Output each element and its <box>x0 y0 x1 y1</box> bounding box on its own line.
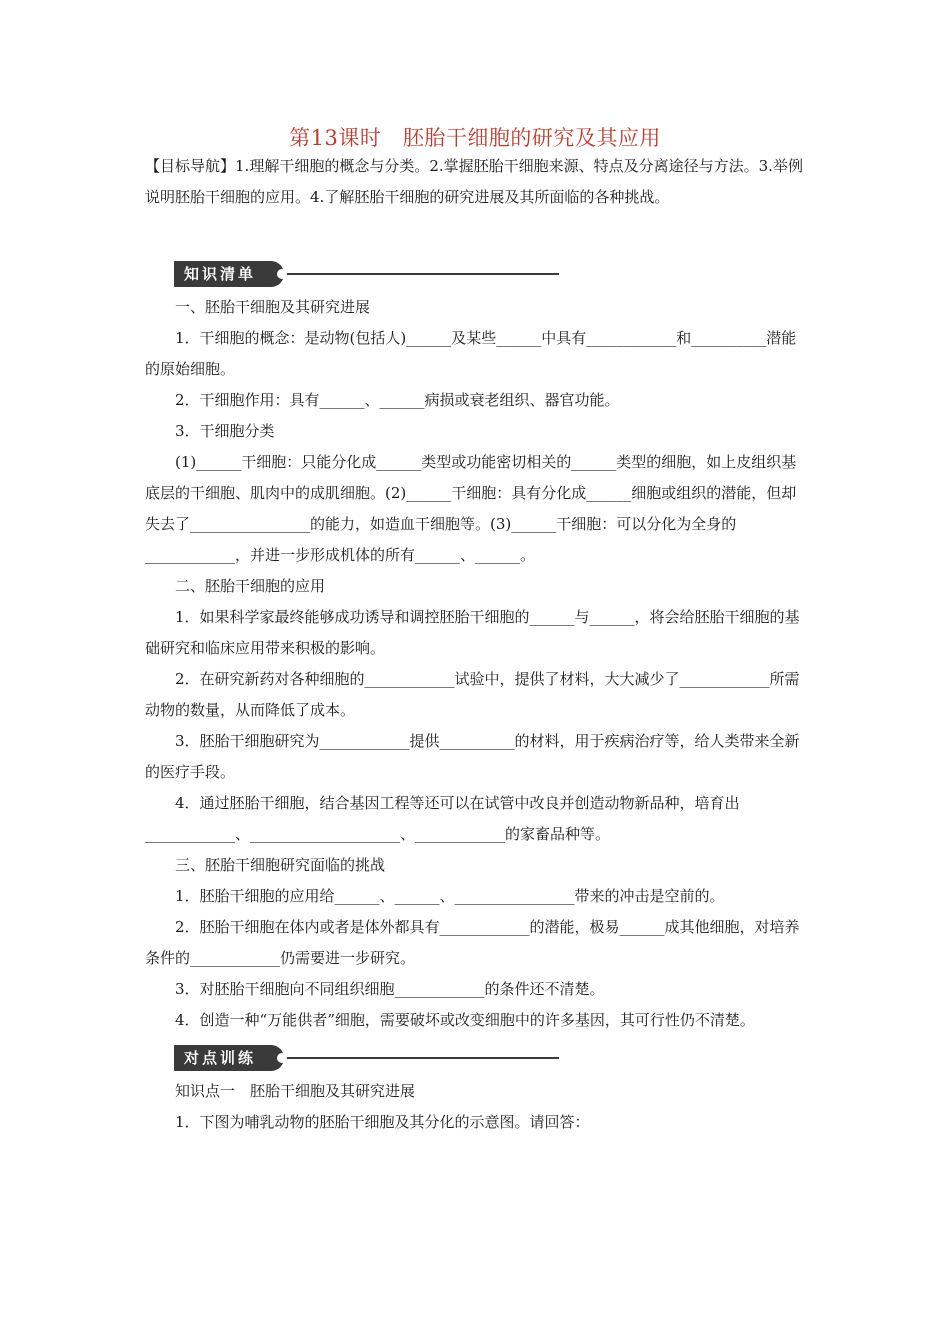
paragraph: 1．干细胞的概念：是动物(包括人)______及某些______中具有____________和__________潜能的原始细胞。 <box>145 329 797 378</box>
paragraph: 2．干细胞作用：具有______、______病损或衰老组织、器官功能。 <box>175 391 620 409</box>
paragraph: 2．胚胎干细胞在体内或者是体外都具有____________的潜能，极易______成其他细胞，对培养条件的____________仍需要进一步研究。 <box>145 918 800 967</box>
section-badge-practice <box>174 1045 559 1071</box>
paragraph: 4．创造一种“万能供者”细胞，需要破坏或改变细胞中的许多基因，其可行性仍不清楚。 <box>175 1011 755 1029</box>
paragraph: 3．干细胞分类 <box>175 422 275 440</box>
paragraph: 3．对胚胎干细胞向不同组织细胞____________的条件还不清楚。 <box>175 980 605 998</box>
goal-label: 【目标导航】 <box>145 157 236 175</box>
heading-1: 一、胚胎干细胞及其研究进展 <box>175 298 371 316</box>
section-divider <box>284 273 559 275</box>
badge-dot-icon <box>277 1053 287 1063</box>
practice-section <box>145 1076 810 1138</box>
paragraph: 1．胚胎干细胞的应用给______、______、________________带来的冲击是空前的。 <box>175 887 725 905</box>
lesson-title: 第13课时 胚胎干细胞的研究及其应用 <box>289 126 661 150</box>
knowledge-list <box>145 292 810 1036</box>
section-badge-label: 知识清单 <box>174 261 284 287</box>
learning-goals <box>145 151 810 213</box>
heading-3: 三、胚胎干细胞研究面临的挑战 <box>175 856 386 874</box>
heading-2: 二、胚胎干细胞的应用 <box>175 577 326 595</box>
section-badge-label: 对点训练 <box>174 1045 284 1071</box>
paragraph: 4．通过胚胎干细胞，结合基因工程等还可以在试管中改良并创造动物新品种，培育出____________、____________________、____________的家畜品种等。 <box>145 794 740 843</box>
paragraph: (1)______干细胞：只能分化成______类型或功能密切相关的______类型的细胞，如上皮组织基底层的干细胞、肌肉中的成肌细胞。(2)______干细胞：具有分化成______细胞或组织的潜能，但却失去了________________的能力，如造血干细胞等。(3)______干细胞：可以分化为全身的____________，并进一步形成机体的所有______、______。 <box>145 453 797 564</box>
section-badge-knowledge <box>174 261 559 287</box>
goal-text: 1.理解干细胞的概念与分类。2.掌握胚胎干细胞来源、特点及分离途径与方法。3.举例说明胚胎干细胞的应用。4.了解胚胎干细胞的研究进展及其所面临的各种挑战。 <box>145 157 803 206</box>
paragraph: 1．如果科学家最终能够成功诱导和调控胚胎干细胞的______与______，将会给胚胎干细胞的基础研究和临床应用带来积极的影响。 <box>145 608 800 657</box>
question: 1．下图为哺乳动物的胚胎干细胞及其分化的示意图。请回答： <box>175 1113 590 1131</box>
badge-dot-icon <box>277 269 287 279</box>
paragraph: 3．胚胎干细胞研究为____________提供__________的材料，用于疾病治疗等，给人类带来全新的医疗手段。 <box>145 732 800 781</box>
section-divider <box>284 1057 559 1059</box>
knowledge-point-heading: 知识点一 胚胎干细胞及其研究进展 <box>175 1082 416 1100</box>
paragraph: 2．在研究新药对各种细胞的____________试验中，提供了材料，大大减少了____________所需动物的数量，从而降低了成本。 <box>145 670 800 719</box>
